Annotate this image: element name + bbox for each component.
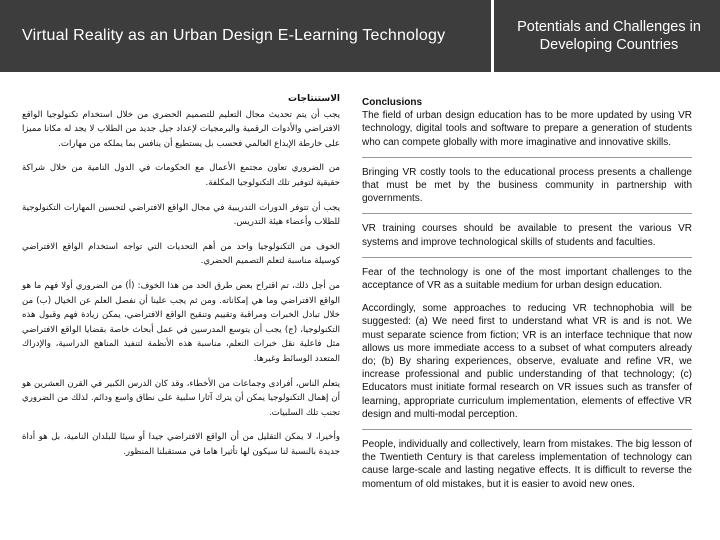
paragraph-divider [362, 429, 692, 430]
slide-title: Virtual Reality as an Urban Design E-Learning Technology [22, 27, 446, 44]
arabic-paragraph: وأخيرا، لا يمكن التقليل من أن الواقع الافتراضي جيدا أو سيئا للبلدان النامية، بل هو أداة جديدة بالنسبة لنا سيكون لها تأثيرا هاما في مستقبلنا المنظور. [22, 432, 340, 457]
arabic-paragraph: من الضروري تعاون مجتمع الأعمال مع الحكومات في الدول النامية من خلال شراكة حقيقية لتوفير تلك التكنولوجيا المكلفة. [22, 163, 340, 188]
arabic-paragraph: يجب أن تتوفر الدورات التدريبية في مجال الواقع الافتراضي لتحسين المهارات التكنولوجية للطلاب وأعضاء هيئة التدريس. [22, 202, 340, 228]
paragraph-divider [362, 157, 692, 158]
english-heading: Conclusions [362, 97, 423, 108]
header-right-panel [498, 0, 720, 72]
slide-subtitle: Potentials and Challenges in Developing Countries [517, 19, 701, 53]
english-paragraph: Bringing VR costly tools to the educational process presents a challenge that must be met by the business community in partnership with governments. [362, 166, 692, 205]
paragraph-divider [362, 213, 692, 214]
arabic-heading: الاستنتاجات [288, 94, 340, 104]
english-column [362, 96, 692, 491]
english-paragraph: Fear of the technology is one of the most important challenges to the acceptance of VR as a suitable medium for urban design education. [362, 266, 692, 292]
arabic-paragraph: يجب أن يتم تحديث مجال التعليم للتصميم الحضري من خلال استخدام تكنولوجيا الواقع الافتراضي والأدوات الرقمية والبرمجيات لإعداد جيل جديد من الطلاب لا يجد له مكانا مميزا على خارطة الإبداع العالمي فحسب بل يستطيع أن ينافس بما يملكه من مهارات. [22, 109, 340, 149]
arabic-paragraph: يتعلم الناس، أفرادى وجماعات من الأخطاء، وقد كان الدرس الكبير في القرن العشرين هو أن إهمال التكنولوجيا يمكن أن يترك آثارا سلبية على نطاق واسع ودائم. لذلك من الضروري تجنب تلك السلبيات. [22, 378, 340, 418]
header-divider [491, 0, 494, 72]
english-paragraph: VR training courses should be available to present the various VR systems and improve technological skills of students and faculties. [362, 223, 692, 248]
arabic-paragraph: من أجل ذلك، تم اقتراح بعض طرق الحد من هذا الخوف: (أ) من الضروري أولا فهم ما هو الواقع الافتراضي وما هي إمكاناته. ومن ثم يجب علينا أن نفصل العلم عن الخيال (ب) من خلال تبادل الخبرات ومراقبة وتقييم وتنقيح الواقع الافتراضي، يمكن زيادة فهم وقبول هذه التكنولوجيا، (ج) يجب أن يتوسع المدرسين في عمل أبحاث خاصة بقضايا الواقع الافتراضي مثل فاعلية نقل خبرات التعلم، مناسبة هذه الأنظمة لتنفيذ المناهج الدراسية، والإدراك المتعدد الوسائط وغيرها. [22, 280, 340, 364]
slide-header [0, 0, 720, 72]
paragraph-divider [362, 257, 692, 258]
arabic-column [22, 92, 340, 469]
english-paragraph: People, individually and collectively, learn from mistakes. The big lesson of the Twentieth Century is that careless implementation of technology can cause large-scale and lasting negative effects. It is difficult to reverse the momentum of old mistakes, but it is easier to avoid new ones. [362, 439, 692, 490]
arabic-paragraph: الخوف من التكنولوجيا واحد من أهم التحديات التي تواجه استخدام الواقع الافتراضي كوسيلة مناسبة لتعلم التصميم الحضري. [22, 241, 340, 267]
header-left-panel [0, 0, 490, 72]
english-paragraph: Accordingly, some approaches to reducing VR technophobia will be suggested: (a) We need first to understand what VR is and is not. We must separate science from fiction; VR is an interface technique that now allows us more immediate access to a subset of what computers already do; (b) By sharing experiences, observe, evaluate and refine VR, we increase professional and public understanding of that technology; (c) Educators must initiate formal research on VR issues such as transfer of learning, appropriate curriculum implementation, elements of effective VR design and multi-modal perception. [362, 303, 692, 420]
english-paragraph: The field of urban design education has to be more updated by using VR technology, digital tools and software to prepare a generation of students who can compete globally with more imaginative and innovative skills. [362, 110, 692, 148]
